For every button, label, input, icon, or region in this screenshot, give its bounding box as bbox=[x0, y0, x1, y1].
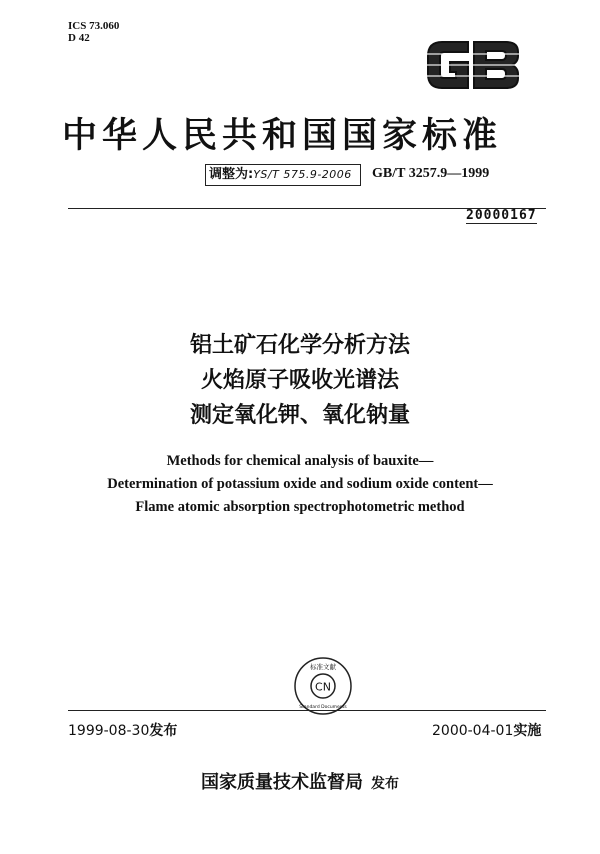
adjust-value: YS/T 575.9-2006 bbox=[253, 168, 352, 181]
en-title-line-1: Methods for chemical analysis of bauxite— bbox=[166, 453, 434, 469]
seal-center-text: CN bbox=[315, 680, 331, 694]
seal-bottom-text: Standard Documents bbox=[299, 705, 347, 710]
authority-action: 发布 bbox=[371, 776, 399, 792]
footer-divider bbox=[68, 710, 546, 711]
zh-title-line-1: 铝土矿石化学分析方法 bbox=[189, 333, 410, 358]
ics-code: ICS 73.060 bbox=[68, 20, 120, 32]
issuing-authority bbox=[140, 768, 460, 794]
authority-name: 国家质量技术监督局 bbox=[201, 772, 363, 793]
impl-label: 实施 bbox=[513, 723, 542, 739]
ccs-code: D 42 bbox=[68, 32, 90, 44]
standard-code: GB/T 3257.9—1999 bbox=[372, 166, 490, 181]
impl-date-value: 2000-04-01 bbox=[432, 723, 514, 739]
ics-codes bbox=[68, 20, 119, 44]
implementation-date bbox=[432, 720, 541, 740]
en-title-line-3: Flame atomic absorption spectrophotometric method bbox=[135, 499, 465, 515]
cn-standard-seal bbox=[293, 656, 353, 716]
gb-logo bbox=[422, 34, 524, 96]
issue-date bbox=[68, 720, 177, 740]
en-title-line-2: Determination of potassium oxide and sodium oxide content— bbox=[107, 476, 493, 492]
adjusted-standard-stamp bbox=[205, 164, 361, 186]
adjust-label: 调整为: bbox=[209, 167, 254, 182]
issue-date-value: 1999-08-30 bbox=[68, 723, 150, 739]
zh-title-line-3: 测定氧化钾、氧化钠量 bbox=[189, 403, 410, 428]
national-standard-title: 中华人民共和国国家标准 bbox=[62, 115, 503, 156]
issue-label: 发布 bbox=[149, 723, 178, 739]
serial-number: 20000167 bbox=[466, 208, 537, 223]
seal-top-text: 标准文献 bbox=[310, 663, 336, 671]
zh-title-line-2: 火焰原子吸收光谱法 bbox=[200, 368, 399, 393]
